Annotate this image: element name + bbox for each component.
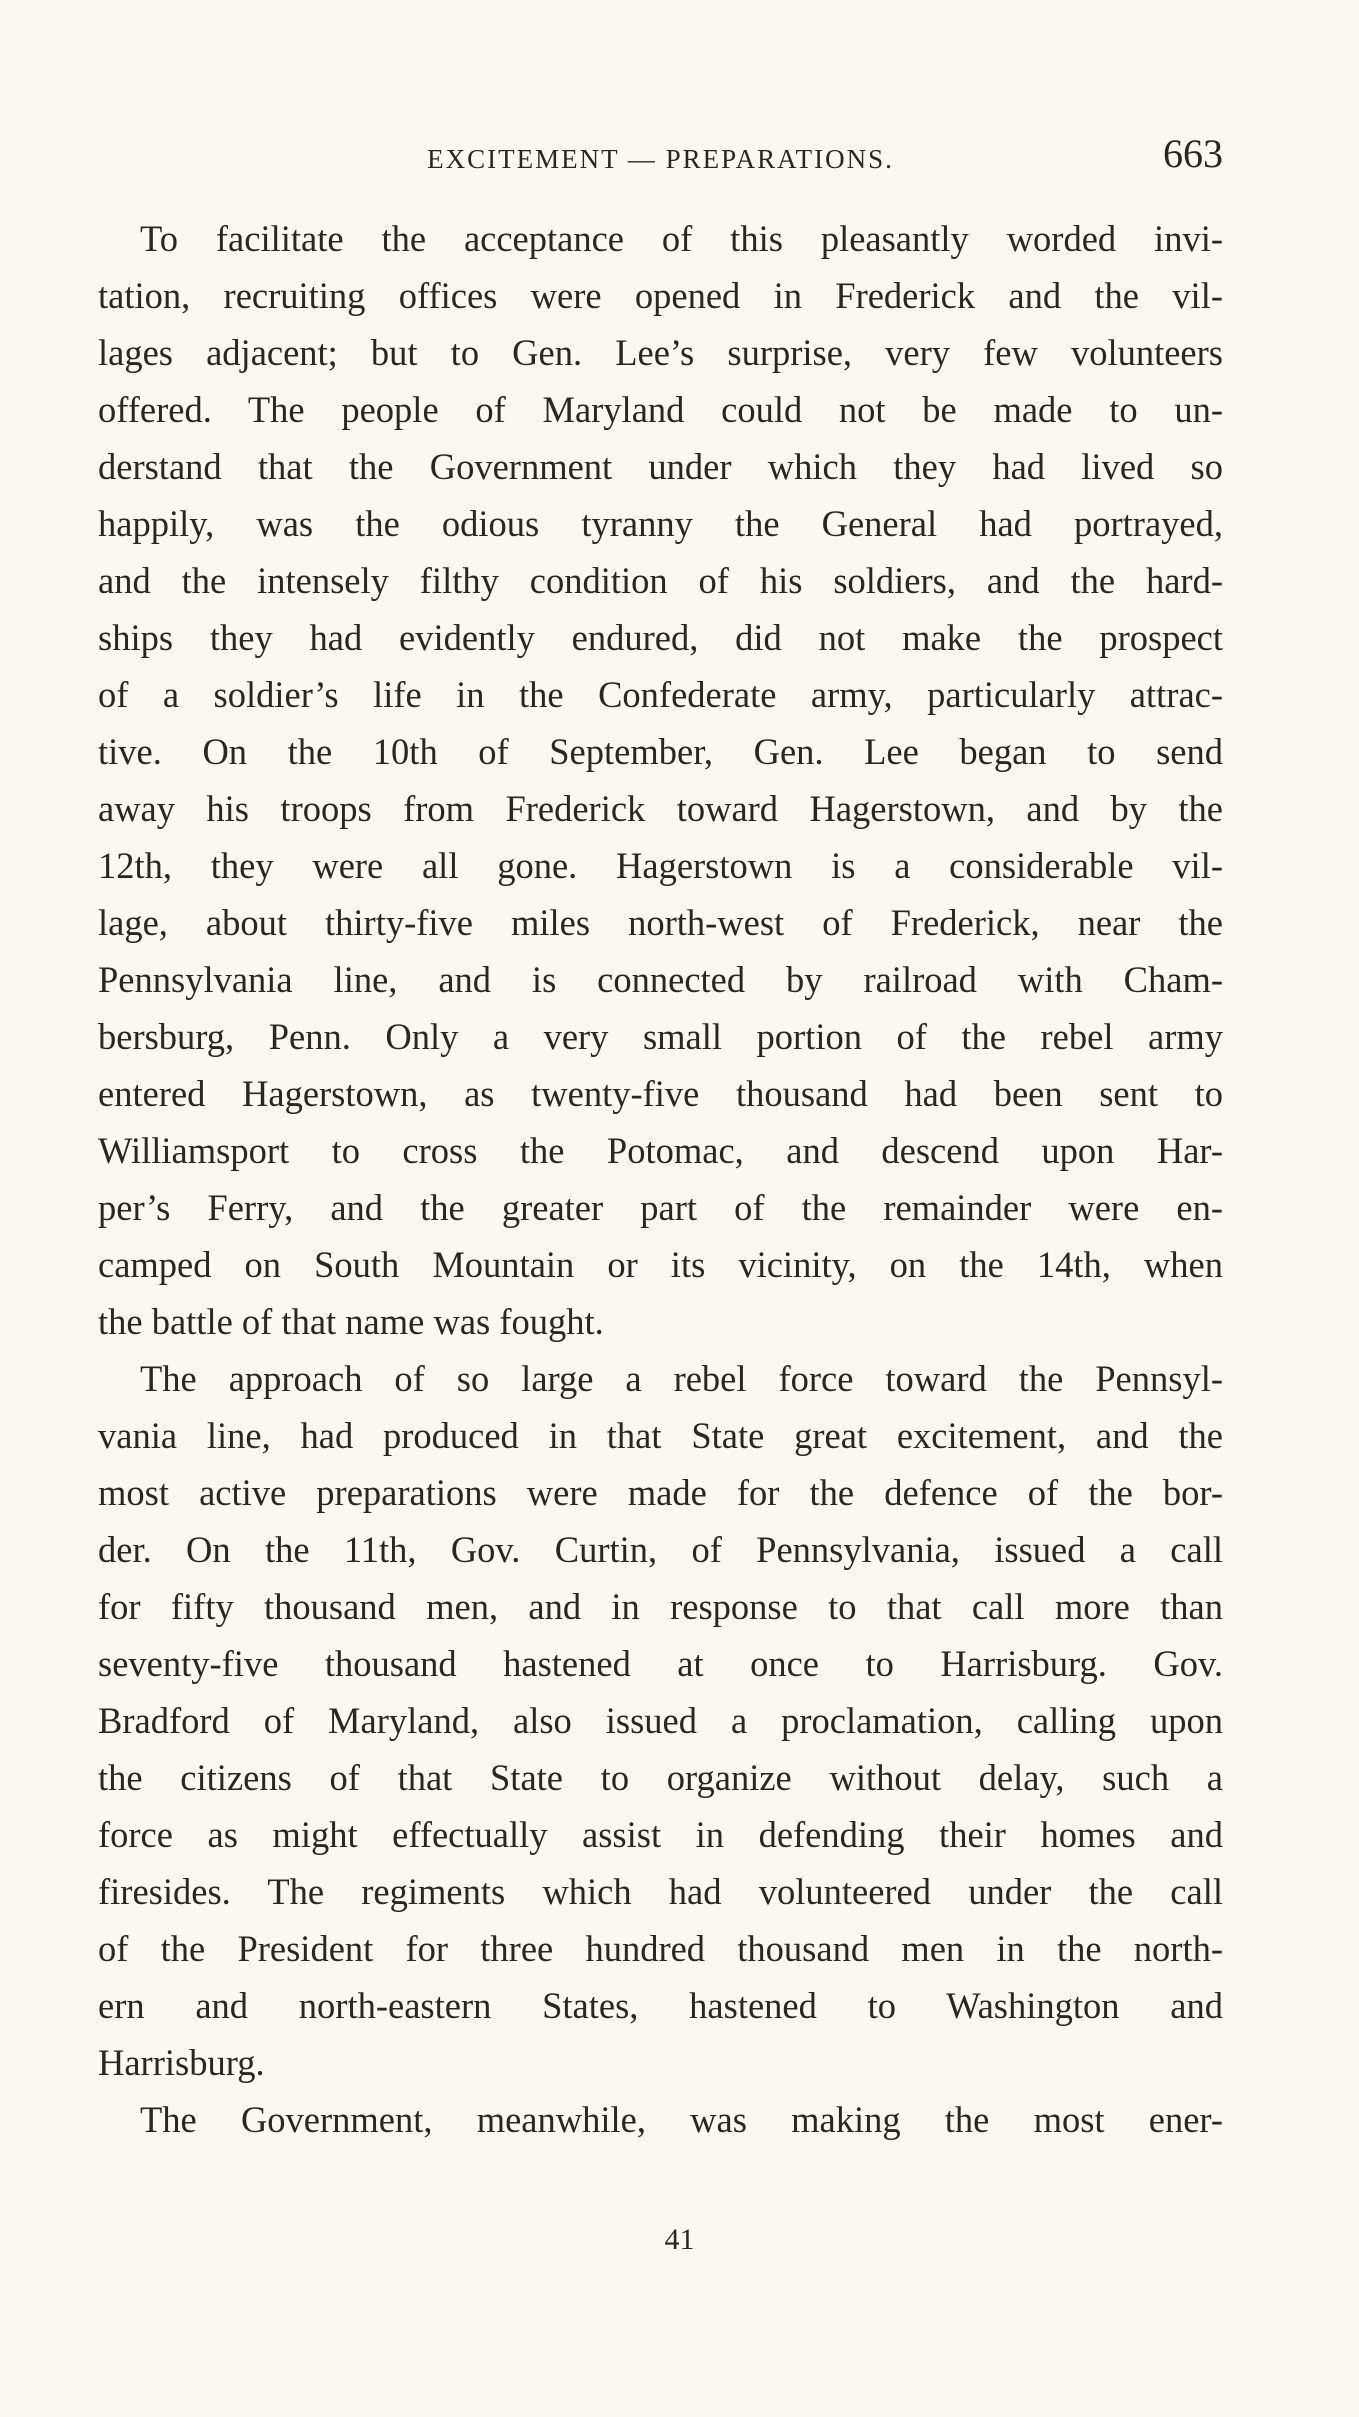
page-number: 663 [1163,131,1223,176]
text-line: happily, was the odious tyranny the General had portrayed, [98,503,1223,544]
text-line: lage, about thirty-five miles north-west of Frederick, near the [98,902,1223,943]
text-line: ships they had evidently endured, did not make the prospect [98,617,1223,658]
text-line: tation, recruiting offices were opened in Frederick and the vil- [98,275,1223,316]
text-line: the citizens of that State to organize without delay, such a [98,1757,1223,1798]
text-line: and the intensely filthy condition of his soldiers, and the hard- [98,560,1223,601]
text-line: Bradford of Maryland, also issued a proclamation, calling upon [98,1700,1223,1741]
text-line: entered Hagerstown, as twenty-five thousand had been sent to [98,1073,1223,1114]
text-line: Williamsport to cross the Potomac, and descend upon Har- [98,1130,1223,1171]
text-line: per’s Ferry, and the greater part of the remainder were en- [98,1187,1223,1228]
text-line: camped on South Mountain or its vicinity, on the 14th, when [98,1244,1223,1285]
text-line: 12th, they were all gone. Hagerstown is a considerable vil- [98,845,1223,886]
text-line: the battle of that name was fought. [98,1301,604,1342]
text-line: of the President for three hundred thousand men in the north- [98,1928,1223,1969]
text-line: tive. On the 10th of September, Gen. Lee began to send [98,731,1223,772]
running-head: EXCITEMENT — PREPARATIONS. [427,144,894,174]
text-line: offered. The people of Maryland could not be made to un- [98,389,1223,430]
text-line: bersburg, Penn. Only a very small portion of the rebel army [98,1016,1223,1057]
page-header [98,130,1223,190]
text-line: force as might effectually assist in defending their homes and [98,1814,1223,1855]
text-line: vania line, had produced in that State great excitement, and the [98,1415,1223,1456]
text-line: away his troops from Frederick toward Hagerstown, and by the [98,788,1223,829]
text-line: derstand that the Government under which they had lived so [98,446,1223,487]
text-line: Pennsylvania line, and is connected by railroad with Cham- [98,959,1223,1000]
text-line: The Government, meanwhile, was making the most ener- [140,2099,1223,2140]
text-line: of a soldier’s life in the Confederate army, particularly attrac- [98,674,1223,715]
body-text [98,210,1223,2148]
text-line: lages adjacent; but to Gen. Lee’s surprise, very few volunteers [98,332,1223,373]
text-line: most active preparations were made for the defence of the bor- [98,1472,1223,1513]
text-line: To facilitate the acceptance of this pleasantly worded invi- [140,218,1223,259]
text-line: Harrisburg. [98,2042,265,2083]
text-line: seventy-five thousand hastened at once to Harrisburg. Gov. [98,1643,1223,1684]
text-line: der. On the 11th, Gov. Curtin, of Pennsylvania, issued a call [98,1529,1223,1570]
text-line: for fifty thousand men, and in response to that call more than [98,1586,1223,1627]
text-line: The approach of so large a rebel force toward the Pennsyl- [140,1358,1223,1399]
signature-mark: 41 [664,2223,695,2256]
text-line: ern and north-eastern States, hastened to Washington and [98,1985,1223,2026]
text-line: firesides. The regiments which had volunteered under the call [98,1871,1223,1912]
